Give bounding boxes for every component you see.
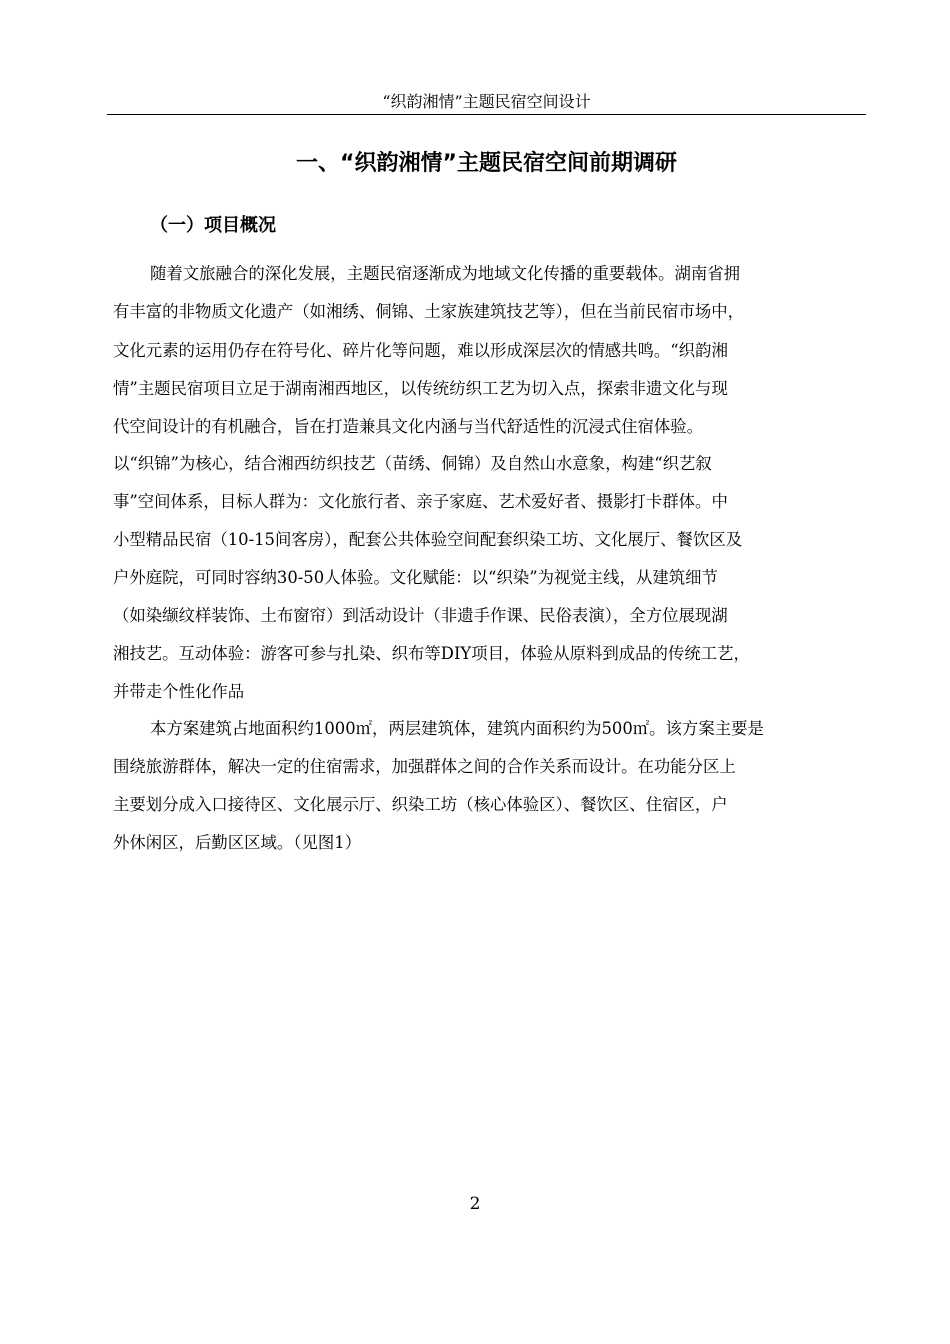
section-heading: （一）项目概况	[150, 215, 276, 236]
paragraph-1-line: 文化元素的运用仍存在符号化、碎片化等问题，难以形成深层次的情感共鸣。“织韵湘	[113, 341, 728, 360]
paragraph-2-line: 以“织锦”为核心，结合湘西纺织技艺（苗绣、侗锦）及自然山水意象，构建“织艺叙	[113, 454, 712, 473]
paragraph-3-line: 外休闲区，后勤区区域。（见图1）	[113, 833, 362, 852]
header-rule	[107, 114, 866, 115]
paragraph-3-line: 围绕旅游群体，解决一定的住宿需求，加强群体之间的合作关系而设计。在功能分区上	[113, 757, 736, 776]
page-number: 2	[469, 1194, 481, 1214]
paragraph-1-line: 随着文旅融合的深化发展，主题民宿逐渐成为地域文化传播的重要载体。湖南省拥	[150, 264, 741, 283]
paragraph-1-line: 有丰富的非物质文化遗产（如湘绣、侗锦、土家族建筑技艺等），但在当前民宿市场中，	[113, 302, 745, 321]
chapter-title: 一、“织韵湘情”主题民宿空间前期调研	[296, 151, 677, 176]
paragraph-1-line: 情”主题民宿项目立足于湖南湘西地区，以传统纺织工艺为切入点，探索非遗文化与现	[113, 379, 728, 398]
paragraph-2-line: 事”空间体系，目标人群为：文化旅行者、亲子家庭、艺术爱好者、摄影打卡群体。中	[113, 492, 728, 511]
paragraph-3-line: 主要划分成入口接待区、文化展示厅、织染工坊（核心体验区）、餐饮区、住宿区，户	[113, 795, 728, 814]
paragraph-3-line: 本方案建筑占地面积约1000㎡，两层建筑体，建筑内面积约为500㎡。该方案主要是	[150, 719, 764, 738]
paragraph-2-line: （如染缬纹样装饰、土布窗帘）到活动设计（非遗手作课、民俗表演），全方位展现湖	[113, 606, 728, 625]
paragraph-2-line: 户外庭院，可同时容纳30-50人体验。文化赋能：以“织染”为视觉主线，从建筑细节	[113, 568, 718, 587]
paragraph-2-line: 小型精品民宿（10-15间客房），配套公共体验空间配套织染工坊、文化展厅、餐饮区及	[113, 530, 743, 549]
running-header: “织韵湘情”主题民宿空间设计	[382, 92, 591, 111]
paragraph-2-line: 并带走个性化作品	[113, 682, 245, 701]
paragraph-2-line: 湘技艺。互动体验：游客可参与扎染、织布等DIY项目，体验从原料到成品的传统工艺，	[113, 644, 750, 663]
paragraph-1-line: 代空间设计的有机融合，旨在打造兼具文化内涵与当代舒适性的沉浸式住宿体验。	[113, 417, 704, 436]
